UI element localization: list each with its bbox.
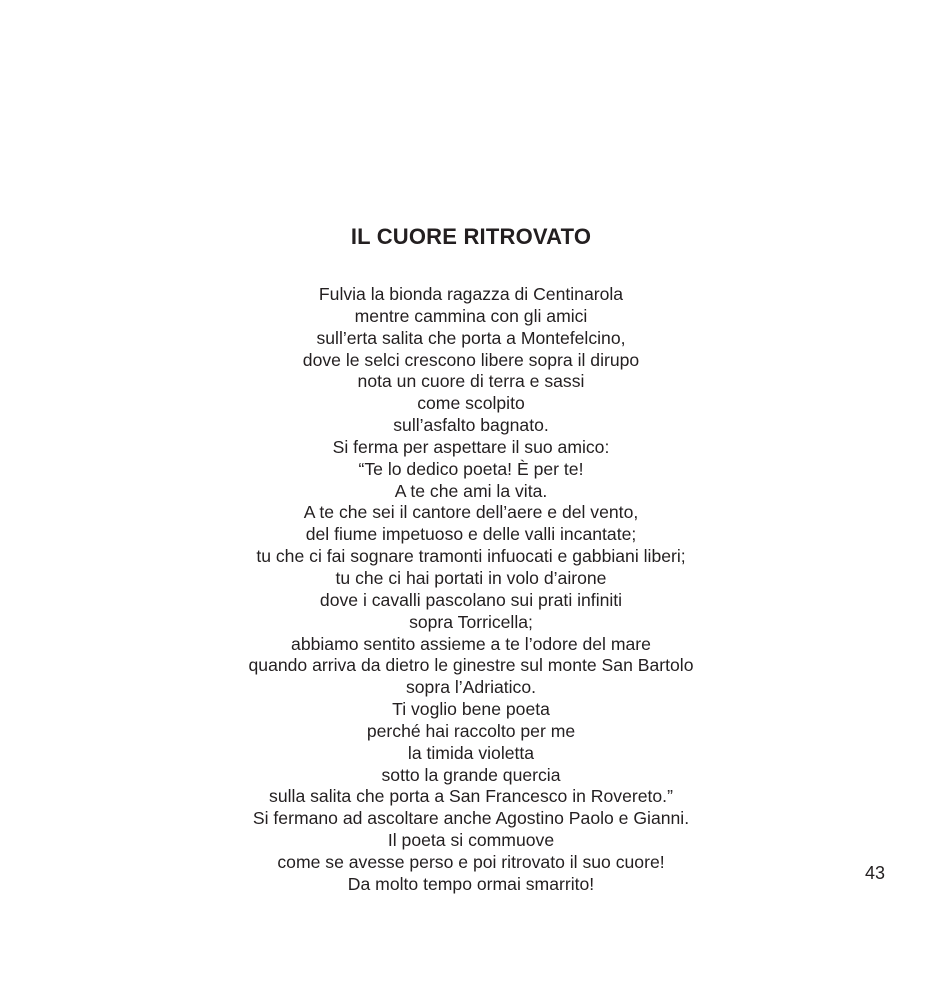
poem-line: abbiamo sentito assieme a te l’odore del mare bbox=[291, 633, 651, 654]
poem-line: Fulvia la bionda ragazza di Centinarola bbox=[318, 284, 624, 304]
poem-line: Si ferma per aspettare il suo amico: bbox=[332, 436, 610, 457]
poem-line: perché hai raccolto per me bbox=[366, 720, 576, 741]
poem-title: IL CUORE RITROVATO bbox=[350, 224, 592, 249]
poem-line: quando arriva da dietro le ginestre sul monte San Bartolo bbox=[248, 655, 694, 676]
page-number: 43 bbox=[865, 863, 886, 883]
poem-line: del fiume impetuoso e delle valli incantate; bbox=[305, 524, 637, 545]
poem-line: sopra Torricella; bbox=[409, 611, 533, 632]
poem-line: A te che sei il cantore dell’aere e del vento, bbox=[303, 502, 639, 523]
poem-body bbox=[0, 284, 942, 896]
poem-line: come se avesse perso e poi ritrovato il suo cuore! bbox=[277, 851, 665, 872]
poem-line: “Te lo dedico poeta! È per te! bbox=[358, 458, 584, 479]
poem-line: sotto la grande quercia bbox=[381, 764, 561, 785]
poem-line: Da molto tempo ormai smarrito! bbox=[347, 873, 595, 894]
poem-line: Si fermano ad ascoltare anche Agostino Paolo e Gianni. bbox=[252, 808, 690, 829]
poem-line: mentre cammina con gli amici bbox=[354, 305, 588, 326]
poem-line: sull’erta salita che porta a Montefelcino, bbox=[316, 327, 626, 348]
poem-line: sull’asfalto bagnato. bbox=[393, 415, 549, 436]
poem-line: dove le selci crescono libere sopra il dirupo bbox=[302, 349, 640, 370]
poem-line: tu che ci fai sognare tramonti infuocati e gabbiani liberi; bbox=[256, 546, 686, 567]
poem-line: nota un cuore di terra e sassi bbox=[357, 371, 585, 392]
poem-line: come scolpito bbox=[417, 393, 525, 414]
poem-line: dove i cavalli pascolano sui prati infiniti bbox=[319, 589, 623, 610]
poem-line: sopra l’Adriatico. bbox=[405, 677, 537, 698]
poem-line: Ti voglio bene poeta bbox=[392, 699, 550, 720]
poem-line: Il poeta si commuove bbox=[387, 830, 555, 851]
poem-line: sulla salita che porta a San Francesco in Rovereto.” bbox=[269, 786, 673, 807]
poem-line: tu che ci hai portati in volo d’airone bbox=[335, 567, 607, 588]
poem-line: A te che ami la vita. bbox=[394, 480, 548, 501]
poem-line: la timida violetta bbox=[407, 742, 535, 763]
